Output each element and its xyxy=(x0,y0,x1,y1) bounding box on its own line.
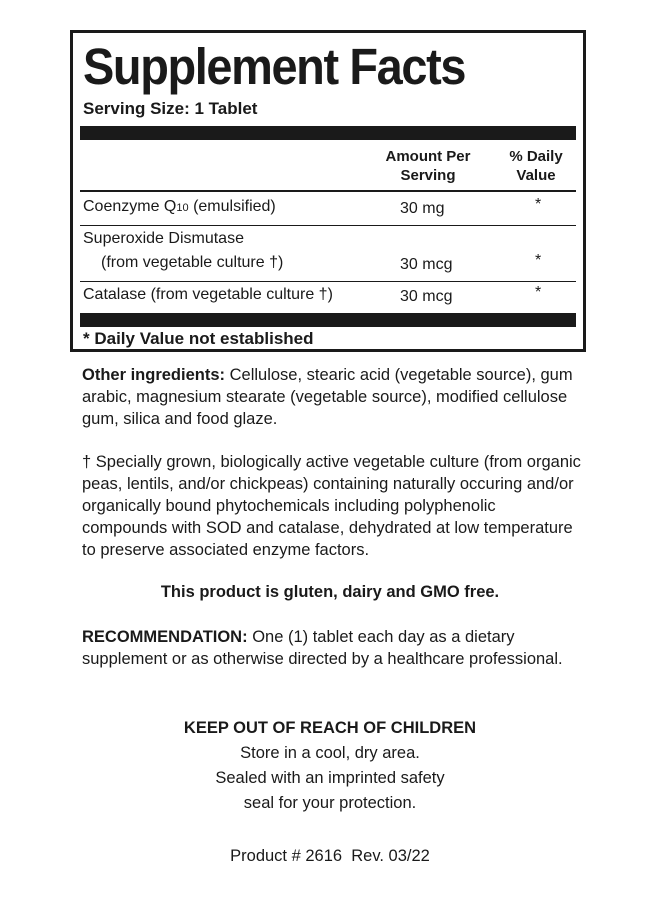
row-divider xyxy=(80,281,576,282)
row-catalase-amount: 30 mcg xyxy=(400,288,453,305)
dv-header-line2: Value xyxy=(516,167,556,184)
protection-line: seal for your protection. xyxy=(243,794,417,812)
product-number-revision: Product # 2616 Rev. 03/22 xyxy=(230,847,430,865)
bottom-thick-bar xyxy=(80,313,576,327)
keep-out-of-reach-heading: KEEP OUT OF REACH OF CHILDREN xyxy=(183,719,477,737)
recommendation-text: One (1) tablet each day as a dietary supplement or as otherwise directed by a healthcare professional. xyxy=(82,628,563,668)
recommendation-label: RECOMMENDATION: xyxy=(82,628,248,646)
other-ingredients-label: Other ingredients: xyxy=(82,366,226,384)
other-ingredients-text: Cellulose, stearic acid (vegetable source), gum arabic, magnesium stearate (vegetable source), modified cellulose gum, silica and food glaze. xyxy=(82,366,573,428)
daily-value-footnote: * Daily Value not established xyxy=(83,329,314,348)
serving-size: Serving Size: 1 Tablet xyxy=(83,99,258,118)
top-thick-bar xyxy=(80,126,576,140)
row-coenzyme-amount: 30 mg xyxy=(400,200,445,217)
amount-header-line1: Amount Per xyxy=(385,148,471,165)
panel-title: Supplement Facts xyxy=(83,38,466,95)
storage-line: Store in a cool, dry area. xyxy=(240,744,420,762)
dagger-note: † Specially grown, biologically active vegetable culture (from organic peas, lentils, and/or chickpeas) containing naturally occuring and/or organically bound phytochemicals including polyphenolic compounds with SOD and catalase, dehydrated at low temperature to preserve associated enzyme factors. xyxy=(82,453,581,559)
row-sod-name-line1: Superoxide Dismutase xyxy=(83,230,244,247)
amount-header-line2: Serving xyxy=(400,167,456,184)
other-ingredients xyxy=(82,364,582,430)
amount-per-serving-header xyxy=(373,147,483,185)
row-sod-dv: * xyxy=(535,252,542,269)
row-coenzyme-name xyxy=(83,198,276,216)
gluten-dairy-gmo-free-statement: This product is gluten, dairy and GMO free. xyxy=(160,583,500,601)
row-sod-name-line2: (from vegetable culture †) xyxy=(101,254,284,271)
header-divider xyxy=(80,190,576,192)
recommendation xyxy=(82,626,582,670)
row-sod-amount: 30 mcg xyxy=(400,256,453,273)
coq10-name-main: Coenzyme Q xyxy=(83,198,177,215)
row-divider xyxy=(80,225,576,226)
coq10-name-rest: (emulsified) xyxy=(188,198,276,215)
row-catalase-name: Catalase (from vegetable culture †) xyxy=(83,286,333,303)
supplement-facts-panel xyxy=(70,30,586,352)
dv-header-line1: % Daily xyxy=(509,148,563,165)
row-catalase-dv: * xyxy=(535,284,542,301)
coq10-subscript: 10 xyxy=(176,202,189,214)
sealed-line: Sealed with an imprinted safety xyxy=(215,769,445,787)
daily-value-header xyxy=(496,147,576,185)
row-coenzyme-dv: * xyxy=(535,196,542,213)
